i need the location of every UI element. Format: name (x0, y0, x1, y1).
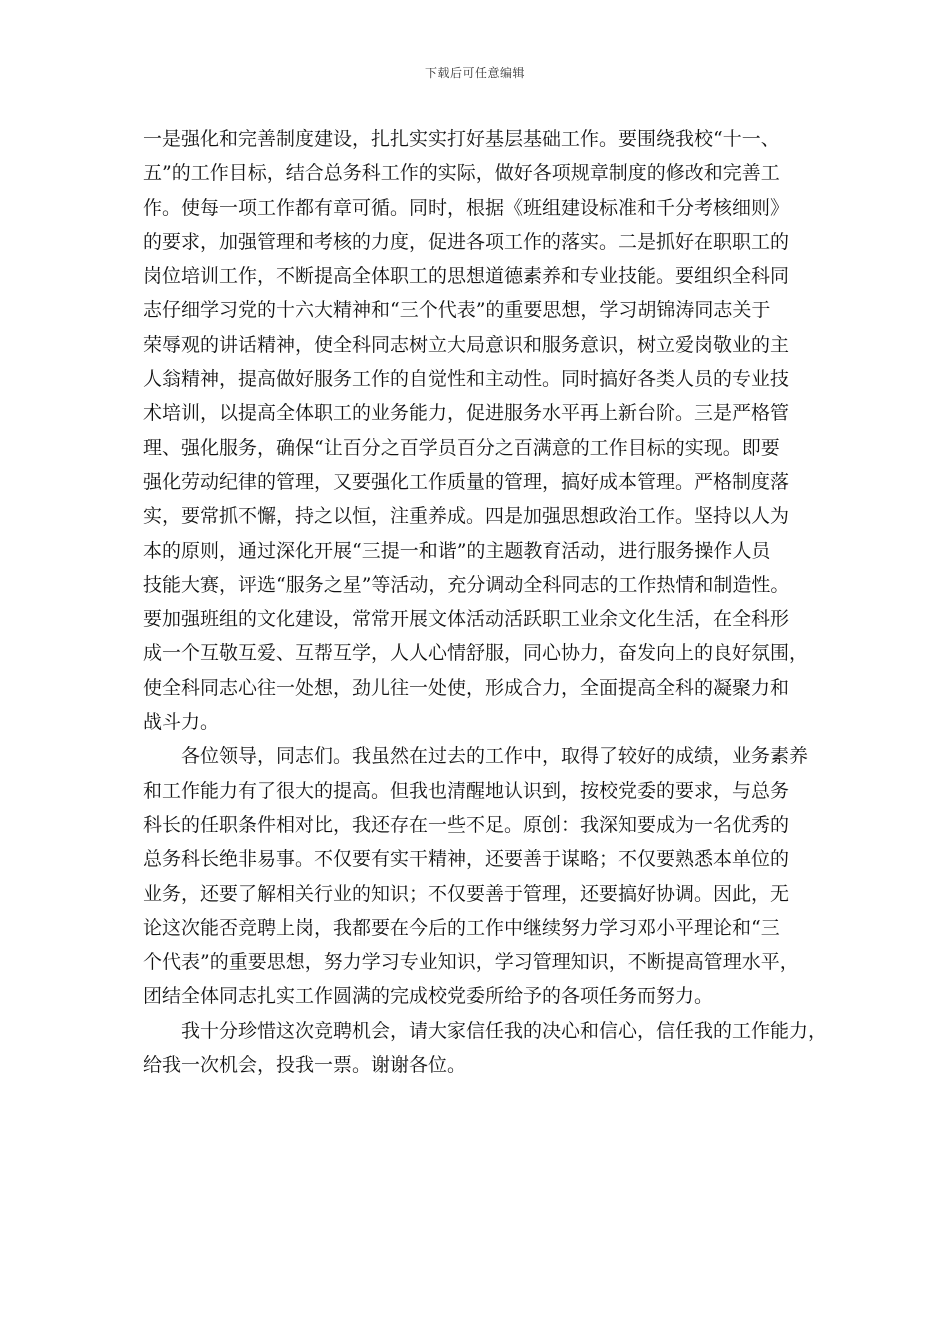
text-line: 一是强化和完善制度建设，扎扎实实打好基层基础工作。要围绕我校“十一、 (143, 128, 780, 150)
text-line: 实，要常抓不懈，持之以恒，注重养成。四是加强思想政治工作。坚持以人为 (143, 505, 790, 528)
text-line: 技能大赛，评选“服务之星”等活动，充分调动全科同志的工作热情和制造性。 (143, 573, 790, 596)
text-line: 个代表”的重要思想，努力学习专业知识，学习管理知识，不断提高管理水平， (143, 951, 799, 974)
text-line: 战斗力。 (143, 711, 220, 734)
text-line: 术培训，以提高全体职工的业务能力，促进服务水平再上新台阶。三是严格管 (143, 402, 790, 425)
document-body (143, 122, 828, 1082)
paragraph-1 (143, 122, 808, 739)
text-line: 的要求，加强管理和考核的力度，促进各项工作的落实。二是抓好在职职工的 (143, 230, 790, 253)
text-line: 团结全体同志扎实工作圆满的完成校党委所给予的各项任务而努力。 (143, 985, 714, 1008)
text-line: 和工作能力有了很大的提高。但我也清醒地认识到，按校党委的要求，与总务 (143, 779, 790, 802)
text-line: 要加强班组的文化建设，常常开展文体活动活跃职工业余文化生活，在全科形 (143, 608, 790, 631)
text-line: 五”的工作目标，结合总务科工作的实际，做好各项规章制度的修改和完善工 (143, 162, 780, 185)
paragraph-3 (143, 1014, 828, 1083)
text-line: 理、强化服务，确保“让百分之百学员百分之百满意的工作目标的实现。即要 (143, 436, 780, 459)
text-line: 作。使每一项工作都有章可循。同时，根据《班组建设标准和千分考核细则》 (143, 196, 790, 219)
text-line: 论这次能否竞聘上岗，我都要在今后的工作中继续努力学习邓小平理论和“三 (143, 916, 780, 939)
text-line: 各位领导，同志们。我虽然在过去的工作中，取得了较好的成绩，业务素养 (143, 745, 809, 768)
text-line: 本的原则，通过深化开展“三提一和谐”的主题教育活动，进行服务操作人员 (143, 539, 771, 562)
text-line: 志仔细学习党的十六大精神和“三个代表”的重要思想，学习胡锦涛同志关于 (143, 299, 771, 322)
text-line: 岗位培训工作，不断提高全体职工的思想道德素养和专业技能。要组织全科同 (143, 265, 790, 288)
text-line: 总务科长绝非易事。不仅要有实干精神，还要善于谋略；不仅要熟悉本单位的 (143, 848, 790, 871)
page-header: 下载后可任意编辑 (424, 66, 525, 80)
text-line: 强化劳动纪律的管理，又要强化工作质量的管理，搞好成本管理。严格制度落 (143, 470, 790, 493)
text-line: 科长的任职条件相对比，我还存在一些不足。原创：我深知要成为一名优秀的 (143, 813, 790, 836)
text-line: 成一个互敬互爱、互帮互学，人人心情舒服，同心协力，奋发向上的良好氛围， (143, 642, 809, 665)
text-line: 我十分珍惜这次竞聘机会，请大家信任我的决心和信心，信任我的工作能力， (143, 1019, 828, 1042)
text-line: 人翁精神，提高做好服务工作的自觉性和主动性。同时搞好各类人员的专业技 (143, 368, 790, 391)
paragraph-2 (143, 739, 808, 1013)
text-line: 使全科同志心往一处想，劲儿往一处使，形成合力，全面提高全科的凝聚力和 (143, 676, 790, 699)
text-line: 业务，还要了解相关行业的知识；不仅要善于管理，还要搞好协调。因此，无 (143, 882, 790, 905)
text-line: 给我一次机会，投我一票。谢谢各位。 (143, 1054, 467, 1077)
text-line: 荣辱观的讲话精神，使全科同志树立大局意识和服务意识，树立爱岗敬业的主 (143, 333, 790, 356)
